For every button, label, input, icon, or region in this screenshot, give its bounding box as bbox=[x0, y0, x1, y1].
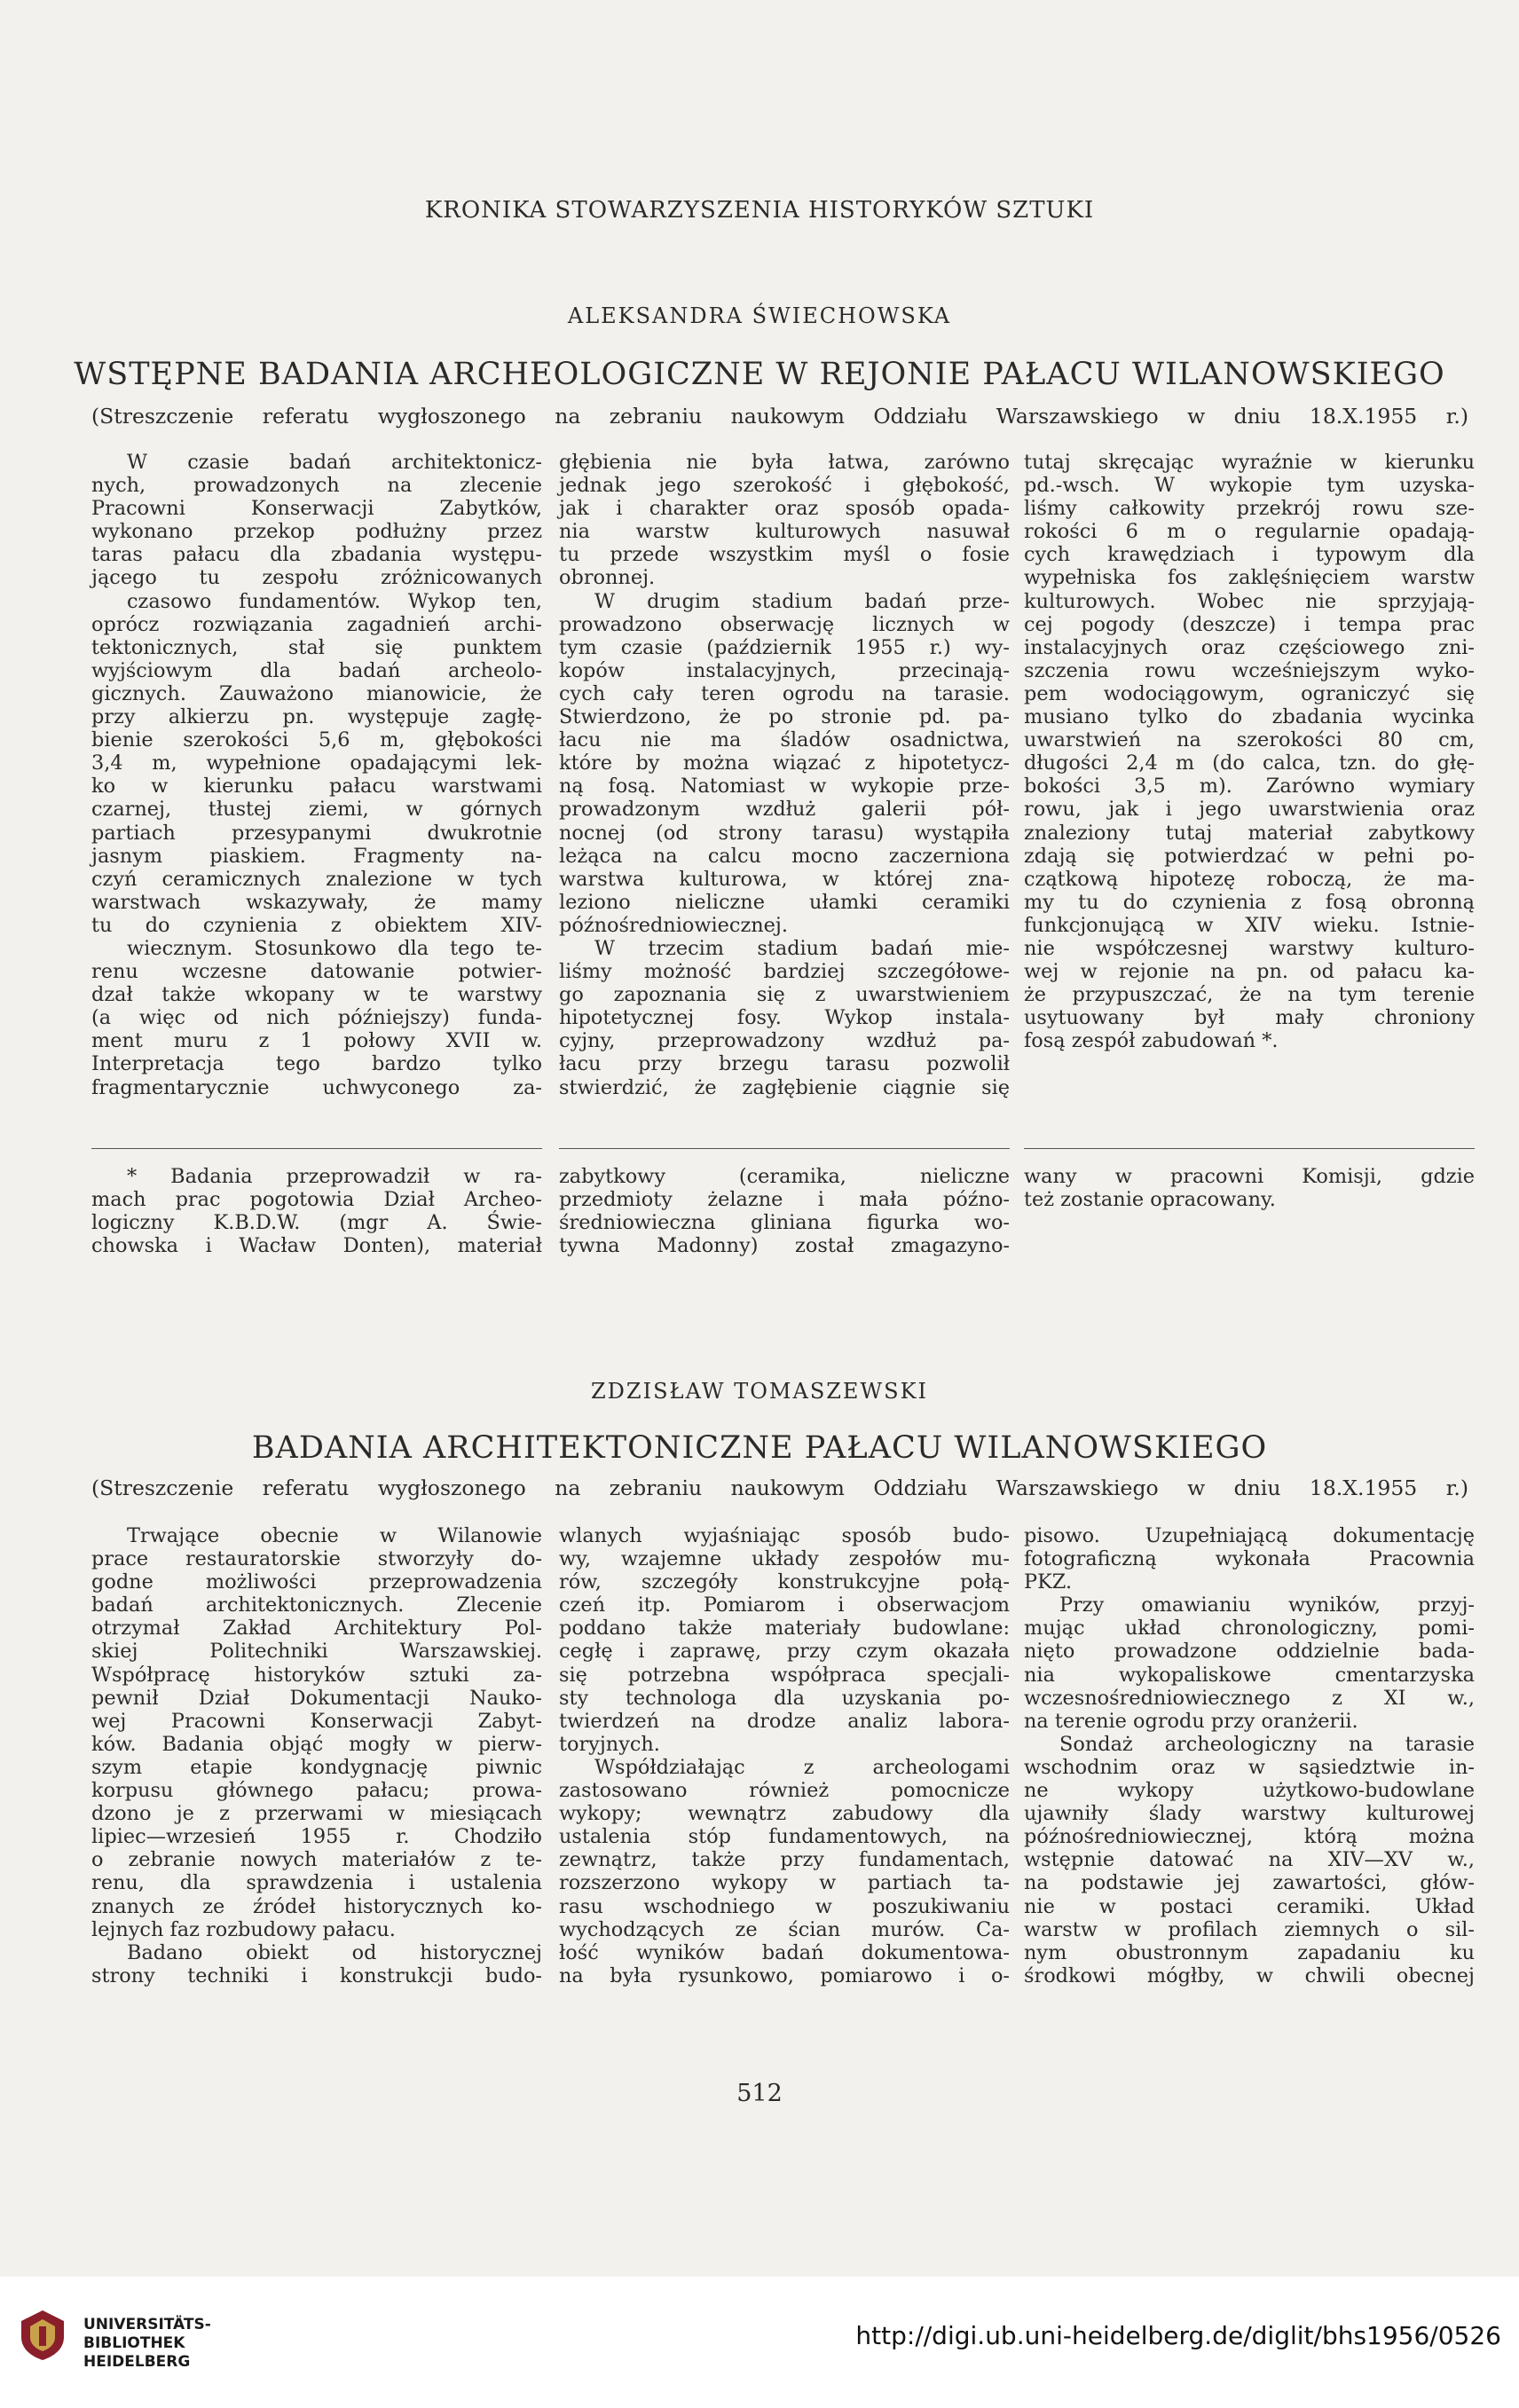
text-line: pd.-wsch. W wykopie tym uzyska- bbox=[1024, 474, 1475, 498]
library-footer bbox=[0, 2277, 1519, 2408]
text-line: wykopy; wewnątrz zabudowy dla bbox=[559, 1802, 1010, 1826]
text-line: fosą zespół zabudowań *. bbox=[1024, 1029, 1279, 1053]
text-line: wej Pracowni Konserwacji Zabyt- bbox=[91, 1709, 542, 1733]
text-line: pem wodociągowym, ograniczyć się bbox=[1024, 681, 1475, 705]
article1-title: WSTĘPNE BADANIA ARCHEOLOGICZNE W REJONIE PAŁACU WILANOWSKIEGO bbox=[74, 357, 1445, 392]
text-line: partiach przesypanymi dwukrotnie bbox=[91, 821, 542, 845]
text-line: Współdziałając z archeologami bbox=[594, 1755, 1010, 1779]
text-line: bokości 3,5 m). Zarówno wymiary bbox=[1024, 775, 1475, 799]
text-line: Przy omawianiu wyników, przyj- bbox=[1059, 1594, 1475, 1617]
article2-column-2 bbox=[559, 1524, 1010, 1987]
text-line: łacu przy brzegu tarasu pozwolił bbox=[559, 1052, 1010, 1076]
text-line: zastosowano również pomocnicze bbox=[559, 1779, 1010, 1803]
text-line: zabytkowy (ceramika, nieliczne bbox=[559, 1165, 1010, 1188]
footnote-rule-2 bbox=[559, 1148, 1010, 1149]
text-line: na terenie ogrodu przy oranżerii. bbox=[1024, 1709, 1358, 1733]
text-line: renu, dla sprawdzenia i ustalenia bbox=[91, 1871, 542, 1895]
text-line: renu wczesne datowanie potwier- bbox=[91, 960, 542, 984]
text-line: go zapoznania się z uwarstwieniem bbox=[559, 983, 1010, 1007]
text-line: pewnił Dział Dokumentacji Nauko- bbox=[91, 1686, 542, 1710]
text-line: Badano obiekt od historycznej bbox=[127, 1940, 542, 1964]
text-line: warstw w profilach ziemnych o sil- bbox=[1024, 1917, 1475, 1941]
text-line: bienie szerokości 5,6 m, głębokości bbox=[91, 728, 542, 752]
text-line: uwarstwień na szerokości 80 cm, bbox=[1024, 728, 1475, 752]
text-line: cych krawędziach i typowym dla bbox=[1024, 543, 1475, 567]
text-line: Sondaż archeologiczny na tarasie bbox=[1059, 1732, 1475, 1756]
running-header: KRONIKA STOWARZYSZENIA HISTORYKÓW SZTUKI bbox=[424, 197, 1095, 224]
footnote-rule-3 bbox=[1024, 1148, 1475, 1149]
text-line: przy alkierzu pn. występuje zagłę- bbox=[91, 705, 542, 729]
text-line: tym czasie (październik 1955 r.) wy- bbox=[559, 635, 1010, 659]
article2-title: BADANIA ARCHITEKTONICZNE PAŁACU WILANOWSKIEGO bbox=[251, 1430, 1268, 1466]
text-line: tywna Madonny) został zmagazyno- bbox=[559, 1234, 1010, 1258]
text-line: Stwierdzono, że po stronie pd. pa- bbox=[559, 705, 1010, 729]
text-line: musiano tylko do zbadania wycinka bbox=[1024, 705, 1475, 729]
source-url[interactable]: http://digi.ub.uni-heidelberg.de/diglit/bhs1956/0526 bbox=[855, 2321, 1501, 2350]
text-line: czarnej, tłustej ziemi, w górnych bbox=[91, 798, 542, 822]
text-line: cych cały teren ogrodu na tarasie. bbox=[559, 681, 1010, 705]
text-line: nych, prowadzonych na zlecenie bbox=[91, 474, 542, 498]
article1-subtitle: (Streszczenie referatu wygłoszonego na zebraniu naukowym Oddziału Warszawskiego w dniu 18.X.1955 r.) bbox=[91, 404, 1468, 429]
text-line: W trzecim stadium badań mie- bbox=[594, 936, 1010, 960]
text-line: leziono nieliczne ułamki ceramiki bbox=[559, 890, 1010, 914]
text-line: PKZ. bbox=[1024, 1570, 1073, 1594]
text-line: kulturowych. Wobec nie sprzyjają- bbox=[1024, 589, 1475, 613]
text-line: fragmentarycznie uchwyconego za- bbox=[91, 1075, 542, 1099]
text-line: taras pałacu dla zbadania występu- bbox=[91, 543, 542, 567]
text-line: pisowo. Uzupełniającą dokumentację bbox=[1024, 1524, 1475, 1547]
text-line: nocnej (od strony tarasu) wystąpiła bbox=[559, 821, 1010, 845]
text-line: poddano także materiały budowlane: bbox=[559, 1617, 1010, 1641]
text-line: badań architektonicznych. Zlecenie bbox=[91, 1594, 542, 1617]
text-line: otrzymał Zakład Architektury Pol- bbox=[91, 1617, 542, 1641]
text-line: prowadzonym wzdłuż galerii pół- bbox=[559, 798, 1010, 822]
text-line: my tu do czynienia z fosą obronną bbox=[1024, 890, 1475, 914]
text-line: długości 2,4 m (do calca, tzn. do głę- bbox=[1024, 752, 1475, 775]
article2-author: ZDZISŁAW TOMASZEWSKI bbox=[591, 1379, 928, 1404]
text-line: zdają się potwierdzać w pełni po- bbox=[1024, 844, 1475, 868]
text-line: późnośredniowiecznej, którą można bbox=[1024, 1825, 1475, 1849]
text-line: wlanych wyjaśniając sposób budo- bbox=[559, 1524, 1010, 1547]
text-line: prowadzono obserwację licznych w bbox=[559, 612, 1010, 636]
text-line: nym obustronnym zapadaniu ku bbox=[1024, 1940, 1475, 1964]
text-line: nia warstw kulturowych nasuwał bbox=[559, 520, 1010, 544]
text-line: rów, szczegóły konstrukcyjne połą- bbox=[559, 1570, 1010, 1594]
text-line: warstwa kulturowa, w której zna- bbox=[559, 867, 1010, 891]
text-line: wschodnim oraz w sąsiedztwie in- bbox=[1024, 1755, 1475, 1779]
text-line: lejnych faz rozbudowy pałacu. bbox=[91, 1917, 396, 1941]
text-line: dzał także wkopany w te warstwy bbox=[91, 983, 542, 1007]
text-line: fotograficzną wykonała Pracownia bbox=[1024, 1547, 1475, 1571]
text-line: Współpracę historyków sztuki za- bbox=[91, 1663, 542, 1687]
article1-column-3 bbox=[1024, 451, 1475, 1052]
text-line: obronnej. bbox=[559, 566, 656, 590]
article1-footnote-3 bbox=[1024, 1165, 1475, 1211]
text-line: ne wykopy użytkowo-budowlane bbox=[1024, 1779, 1475, 1803]
text-line: instalacyjnych oraz częściowego zni- bbox=[1024, 635, 1475, 659]
text-line: późnośredniowiecznej. bbox=[559, 913, 788, 937]
article2-column-1 bbox=[91, 1524, 542, 1987]
text-line: które by można wiązać z hipotetycz- bbox=[559, 752, 1010, 775]
text-line: przedmioty żelazne i mała późno- bbox=[559, 1188, 1010, 1212]
text-line: chowska i Wacław Donten), materiał bbox=[91, 1234, 542, 1258]
text-line: ujawniły ślady warstwy kulturowej bbox=[1024, 1802, 1475, 1826]
text-line: Trwające obecnie w Wilanowie bbox=[127, 1524, 542, 1547]
text-line: wykonano przekop podłużny przez bbox=[91, 520, 542, 544]
text-line: łacu nie ma śladów osadnictwa, bbox=[559, 728, 1010, 752]
text-line: środkowi mógłby, w chwili obecnej bbox=[1024, 1963, 1475, 1987]
text-line: 3,4 m, wypełnione opadającymi lek- bbox=[91, 752, 542, 775]
text-line: nie w postaci ceramiki. Układ bbox=[1024, 1894, 1475, 1918]
text-line: godne możliwości przeprowadzenia bbox=[91, 1570, 542, 1594]
article2-subtitle: (Streszczenie referatu wygłoszonego na zebraniu naukowym Oddziału Warszawskiego w dniu 18.X.1955 r.) bbox=[91, 1475, 1468, 1500]
text-line: że przypuszczać, że na tym terenie bbox=[1024, 983, 1475, 1007]
text-line: wychodzących ze ścian murów. Ca- bbox=[559, 1917, 1010, 1941]
text-line: logiczny K.B.D.W. (mgr A. Świe- bbox=[91, 1211, 542, 1235]
text-line: rokości 6 m o regularnie opadają- bbox=[1024, 520, 1475, 544]
text-line: Interpretacja tego bardzo tylko bbox=[91, 1052, 542, 1076]
text-line: czątkową hipotezę roboczą, że ma- bbox=[1024, 867, 1475, 891]
text-line: cegłę i zaprawę, przy czym okazała bbox=[559, 1640, 1010, 1664]
text-line: hipotetycznej fosy. Wykop instala- bbox=[559, 1006, 1010, 1030]
text-line: też zostanie opracowany. bbox=[1024, 1188, 1276, 1212]
text-line: jednak jego szerokość i głębokość, bbox=[559, 474, 1010, 498]
text-line: oprócz rozwiązania zagadnień archi- bbox=[91, 612, 542, 636]
text-line: nięto prowadzone oddzielnie bada- bbox=[1024, 1640, 1475, 1664]
text-line: mując układ chronologiczny, pomi- bbox=[1024, 1617, 1475, 1641]
text-line: jak i charakter oraz sposób opada- bbox=[559, 497, 1010, 521]
article1-footnote-2 bbox=[559, 1165, 1010, 1257]
library-name-line: UNIVERSITÄTS- bbox=[83, 2316, 211, 2333]
text-line: stwierdzić, że zagłębienie ciągnie się bbox=[559, 1075, 1010, 1099]
text-line: (a więc od nich późniejszy) funda- bbox=[91, 1006, 542, 1030]
text-line: twierdzeń na drodze analiz labora- bbox=[559, 1709, 1010, 1733]
text-line: wstępnie datować na XIV—XV w., bbox=[1024, 1848, 1475, 1872]
text-line: tu przede wszystkim myśl o fosie bbox=[559, 543, 1010, 567]
text-line: czyń ceramicznych znalezione w tych bbox=[91, 867, 542, 891]
library-name bbox=[83, 2316, 211, 2372]
text-line: toryjnych. bbox=[559, 1732, 660, 1756]
text-line: znanych ze źródeł historycznych ko- bbox=[91, 1894, 542, 1918]
text-line: zewnątrz, także przy fundamentach, bbox=[559, 1848, 1010, 1872]
text-line: ustalenia stóp fundamentowych, na bbox=[559, 1825, 1010, 1849]
text-line: prace restauratorskie stworzyły do- bbox=[91, 1547, 542, 1571]
text-line: wypełniska fos zaklęśnięciem warstw bbox=[1024, 566, 1475, 590]
text-line: tu do czynienia z obiektem XIV- bbox=[91, 913, 542, 937]
text-line: mach prac pogotowia Dział Archeo- bbox=[91, 1188, 542, 1212]
text-line: wy, wzajemne układy zespołów mu- bbox=[559, 1547, 1010, 1571]
text-line: skiej Politechniki Warszawskiej. bbox=[91, 1640, 542, 1664]
text-line: liśmy całkowity przekrój rowu sze- bbox=[1024, 497, 1475, 521]
text-line: leżąca na calcu mocno zaczerniona bbox=[559, 844, 1010, 868]
text-line: wej w rejonie na pn. od pałacu ka- bbox=[1024, 960, 1475, 984]
text-line: W drugim stadium badań prze- bbox=[594, 589, 1010, 613]
text-line: wczesnośredniowiecznego z XI w., bbox=[1024, 1686, 1475, 1710]
text-line: na była rysunkowo, pomiarowo i o- bbox=[559, 1963, 1010, 1987]
article1-column-1 bbox=[91, 451, 542, 1099]
text-line: znaleziony tutaj materiał zabytkowy bbox=[1024, 821, 1475, 845]
text-line: kopów instalacyjnych, przecinają- bbox=[559, 658, 1010, 682]
text-line: ko w kierunku pałacu warstwami bbox=[91, 775, 542, 799]
text-line: wiecznym. Stosunkowo dla tego te- bbox=[127, 936, 542, 960]
text-line: rowu, jak i jego uwarstwienia oraz bbox=[1024, 798, 1475, 822]
article2-column-3 bbox=[1024, 1524, 1475, 1987]
text-line: lipiec—wrzesień 1955 r. Chodziło bbox=[91, 1825, 542, 1849]
text-line: na podstawie jej zawartości, głów- bbox=[1024, 1871, 1475, 1895]
text-line: wyjściowym dla badań archeolo- bbox=[91, 658, 542, 682]
text-line: warstwach wskazywały, że mamy bbox=[91, 890, 542, 914]
text-line: nia wykopaliskowe cmentarzyska bbox=[1024, 1663, 1475, 1687]
text-line: gicznych. Zauważono mianowicie, że bbox=[91, 681, 542, 705]
library-name-line: BIBLIOTHEK bbox=[83, 2334, 185, 2352]
library-name-line: HEIDELBERG bbox=[83, 2353, 191, 2371]
text-line: jasnym piaskiem. Fragmenty na- bbox=[91, 844, 542, 868]
text-line: cej pogody (deszcze) i tempa prac bbox=[1024, 612, 1475, 636]
text-line: ment muru z 1 połowy XVII w. bbox=[91, 1029, 542, 1053]
text-line: strony techniki i konstrukcji budo- bbox=[91, 1963, 542, 1987]
text-line: szym etapie kondygnację piwnic bbox=[91, 1755, 542, 1779]
text-line: się potrzebna współpraca specjali- bbox=[559, 1663, 1010, 1687]
text-line: usytuowany był mały chroniony bbox=[1024, 1006, 1475, 1030]
text-line: wany w pracowni Komisji, gdzie bbox=[1024, 1165, 1475, 1188]
text-line: W czasie badań architektonicz- bbox=[127, 451, 542, 474]
article1-author: ALEKSANDRA ŚWIECHOWSKA bbox=[567, 303, 952, 328]
text-line: rasu wschodniego w poszukiwaniu bbox=[559, 1894, 1010, 1918]
text-line: sty technologa dla uzyskania po- bbox=[559, 1686, 1010, 1710]
text-line: głębienia nie była łatwa, zarówno bbox=[559, 451, 1010, 474]
text-line: dzono je z przerwami w miesiącach bbox=[91, 1802, 542, 1826]
text-line: ną fosą. Natomiast w wykopie prze- bbox=[559, 775, 1010, 799]
article1-footnote-1 bbox=[91, 1165, 542, 1257]
text-line: * Badania przeprowadził w ra- bbox=[127, 1165, 542, 1188]
text-line: liśmy możność bardziej szczegółowe- bbox=[559, 960, 1010, 984]
text-line: tutaj skręcając wyraźnie w kierunku bbox=[1024, 451, 1475, 474]
text-line: czeń itp. Pomiarom i obserwacjom bbox=[559, 1594, 1010, 1617]
text-line: średniowieczna gliniana figurka wo- bbox=[559, 1211, 1010, 1235]
text-line: o zebranie nowych materiałów z te- bbox=[91, 1848, 542, 1872]
text-line: szczenia rowu wcześniejszym wyko- bbox=[1024, 658, 1475, 682]
text-line: tektonicznych, stał się punktem bbox=[91, 635, 542, 659]
text-line: czasowo fundamentów. Wykop ten, bbox=[127, 589, 542, 613]
text-line: rozszerzono wykopy w partiach ta- bbox=[559, 1871, 1010, 1895]
text-line: nie współczesnej warstwy kulturo- bbox=[1024, 936, 1475, 960]
university-library-logo bbox=[18, 2309, 67, 2362]
text-line: korpusu głównego pałacu; prowa- bbox=[91, 1779, 542, 1803]
page-number: 512 bbox=[736, 2080, 783, 2107]
text-line: ków. Badania objąć mogły w pierw- bbox=[91, 1732, 542, 1756]
footnote-rule-1 bbox=[91, 1148, 542, 1149]
text-line: łość wyników badań dokumentowa- bbox=[559, 1940, 1010, 1964]
text-line: cyjny, przeprowadzony wzdłuż pa- bbox=[559, 1029, 1010, 1053]
text-line: Pracowni Konserwacji Zabytków, bbox=[91, 497, 542, 521]
article1-column-2 bbox=[559, 451, 1010, 1099]
text-line: jącego tu zespołu zróżnicowanych bbox=[91, 566, 542, 590]
text-line: funkcjonującą w XIV wieku. Istnie- bbox=[1024, 913, 1475, 937]
